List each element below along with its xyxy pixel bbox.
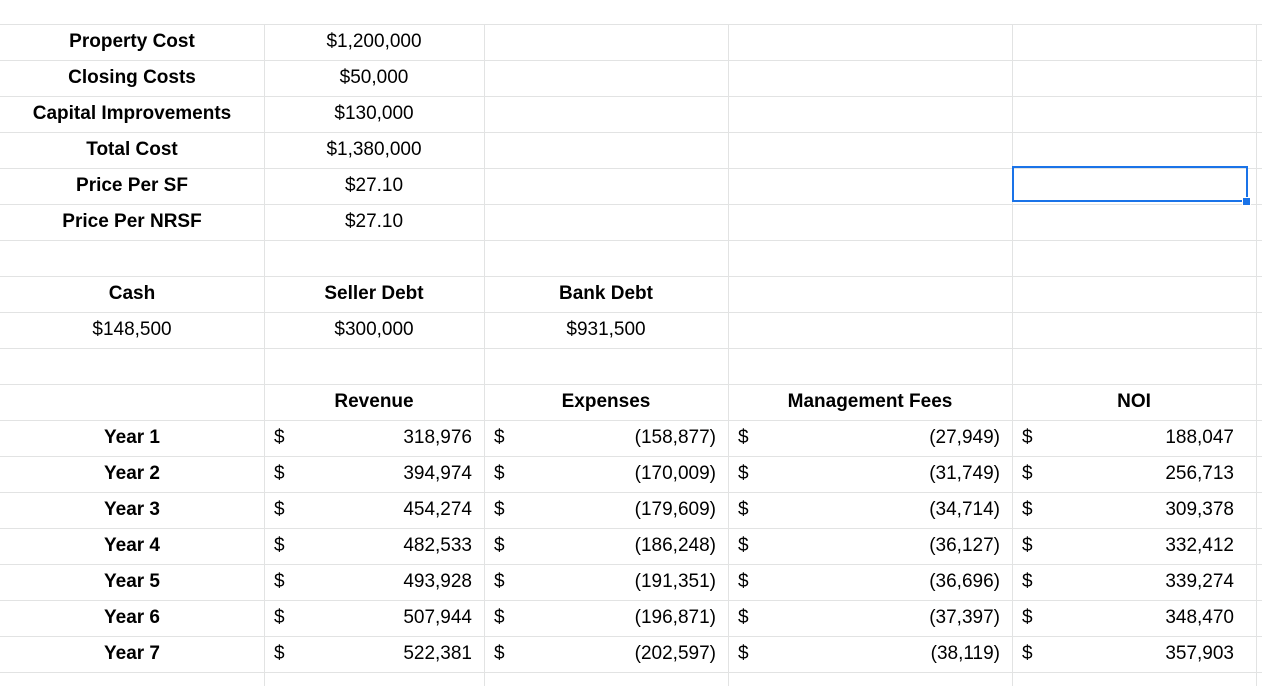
projection-header[interactable]: Expenses (561, 391, 651, 412)
currency-symbol[interactable]: $ (274, 499, 285, 520)
financing-value[interactable]: $300,000 (334, 319, 414, 340)
currency-symbol[interactable]: $ (494, 499, 505, 520)
expenses-value[interactable]: (170,009) (634, 463, 716, 484)
year-label[interactable]: Year 1 (104, 427, 160, 448)
year-label[interactable]: Year 6 (104, 607, 160, 628)
currency-symbol[interactable]: $ (494, 535, 505, 556)
revenue-value[interactable]: 318,976 (403, 427, 472, 448)
summary-value[interactable]: $1,380,000 (326, 139, 422, 160)
revenue-value[interactable]: 493,928 (403, 571, 472, 592)
summary-label[interactable]: Closing Costs (68, 67, 196, 88)
projection-header[interactable]: Management Fees (787, 391, 953, 412)
projection-header[interactable]: NOI (1117, 391, 1151, 412)
revenue-value[interactable]: 482,533 (403, 535, 472, 556)
noi-value[interactable]: 339,274 (1165, 571, 1234, 592)
row-gridline (0, 240, 1262, 241)
revenue-value[interactable]: 454,274 (403, 499, 472, 520)
currency-symbol[interactable]: $ (738, 463, 749, 484)
financing-header[interactable]: Seller Debt (324, 283, 424, 304)
row-gridline (0, 348, 1262, 349)
currency-symbol[interactable]: $ (494, 427, 505, 448)
currency-symbol[interactable]: $ (274, 607, 285, 628)
noi-value[interactable]: 332,412 (1165, 535, 1234, 556)
financing-value[interactable]: $148,500 (92, 319, 172, 340)
currency-symbol[interactable]: $ (494, 463, 505, 484)
expenses-value[interactable]: (202,597) (634, 643, 716, 664)
financing-value[interactable]: $931,500 (566, 319, 646, 340)
currency-symbol[interactable]: $ (274, 643, 285, 664)
mgmt-value[interactable]: (31,749) (929, 463, 1000, 484)
summary-value[interactable]: $1,200,000 (326, 31, 422, 52)
currency-symbol[interactable]: $ (274, 427, 285, 448)
summary-label[interactable]: Capital Improvements (32, 103, 232, 124)
mgmt-value[interactable]: (34,714) (929, 499, 1000, 520)
currency-symbol[interactable]: $ (1022, 571, 1033, 592)
row-gridline (0, 672, 1262, 673)
currency-symbol[interactable]: $ (738, 571, 749, 592)
currency-symbol[interactable]: $ (1022, 607, 1033, 628)
noi-value[interactable]: 309,378 (1165, 499, 1234, 520)
currency-symbol[interactable]: $ (738, 643, 749, 664)
expenses-value[interactable]: (196,871) (634, 607, 716, 628)
noi-value[interactable]: 188,047 (1165, 427, 1234, 448)
mgmt-value[interactable]: (37,397) (929, 607, 1000, 628)
summary-value[interactable]: $50,000 (339, 67, 409, 88)
year-label[interactable]: Year 7 (104, 643, 160, 664)
currency-symbol[interactable]: $ (738, 499, 749, 520)
currency-symbol[interactable]: $ (1022, 535, 1033, 556)
currency-symbol[interactable]: $ (1022, 499, 1033, 520)
projection-header[interactable]: Revenue (334, 391, 414, 412)
noi-value[interactable]: 256,713 (1165, 463, 1234, 484)
currency-symbol[interactable]: $ (1022, 463, 1033, 484)
year-label[interactable]: Year 5 (104, 571, 160, 592)
financing-header[interactable]: Bank Debt (559, 283, 653, 304)
summary-value[interactable]: $27.10 (344, 211, 404, 232)
expenses-value[interactable]: (191,351) (634, 571, 716, 592)
summary-label[interactable]: Price Per NRSF (62, 211, 202, 232)
expenses-value[interactable]: (158,877) (634, 427, 716, 448)
expenses-value[interactable]: (179,609) (634, 499, 716, 520)
noi-value[interactable]: 357,903 (1165, 643, 1234, 664)
summary-value[interactable]: $130,000 (334, 103, 414, 124)
financing-header[interactable]: Cash (108, 283, 156, 304)
summary-value[interactable]: $27.10 (344, 175, 404, 196)
currency-symbol[interactable]: $ (738, 535, 749, 556)
revenue-value[interactable]: 394,974 (403, 463, 472, 484)
mgmt-value[interactable]: (27,949) (929, 427, 1000, 448)
expenses-value[interactable]: (186,248) (634, 535, 716, 556)
year-label[interactable]: Year 4 (104, 535, 160, 556)
noi-value[interactable]: 348,470 (1165, 607, 1234, 628)
currency-symbol[interactable]: $ (738, 607, 749, 628)
currency-symbol[interactable]: $ (738, 427, 749, 448)
mgmt-value[interactable]: (38,119) (930, 643, 1000, 664)
currency-symbol[interactable]: $ (494, 607, 505, 628)
summary-label[interactable]: Property Cost (69, 31, 195, 52)
currency-symbol[interactable]: $ (274, 463, 285, 484)
revenue-value[interactable]: 522,381 (403, 643, 472, 664)
currency-symbol[interactable]: $ (494, 643, 505, 664)
currency-symbol[interactable]: $ (1022, 427, 1033, 448)
summary-label[interactable]: Price Per SF (76, 175, 188, 196)
mgmt-value[interactable]: (36,696) (929, 571, 1000, 592)
year-label[interactable]: Year 2 (104, 463, 160, 484)
revenue-value[interactable]: 507,944 (403, 607, 472, 628)
summary-label[interactable]: Total Cost (86, 139, 178, 160)
currency-symbol[interactable]: $ (494, 571, 505, 592)
year-label[interactable]: Year 3 (104, 499, 160, 520)
currency-symbol[interactable]: $ (274, 571, 285, 592)
column-gridline (1256, 24, 1257, 686)
fill-handle[interactable] (1242, 197, 1251, 206)
selected-cell[interactable] (1012, 166, 1248, 202)
currency-symbol[interactable]: $ (274, 535, 285, 556)
currency-symbol[interactable]: $ (1022, 643, 1033, 664)
mgmt-value[interactable]: (36,127) (929, 535, 1000, 556)
